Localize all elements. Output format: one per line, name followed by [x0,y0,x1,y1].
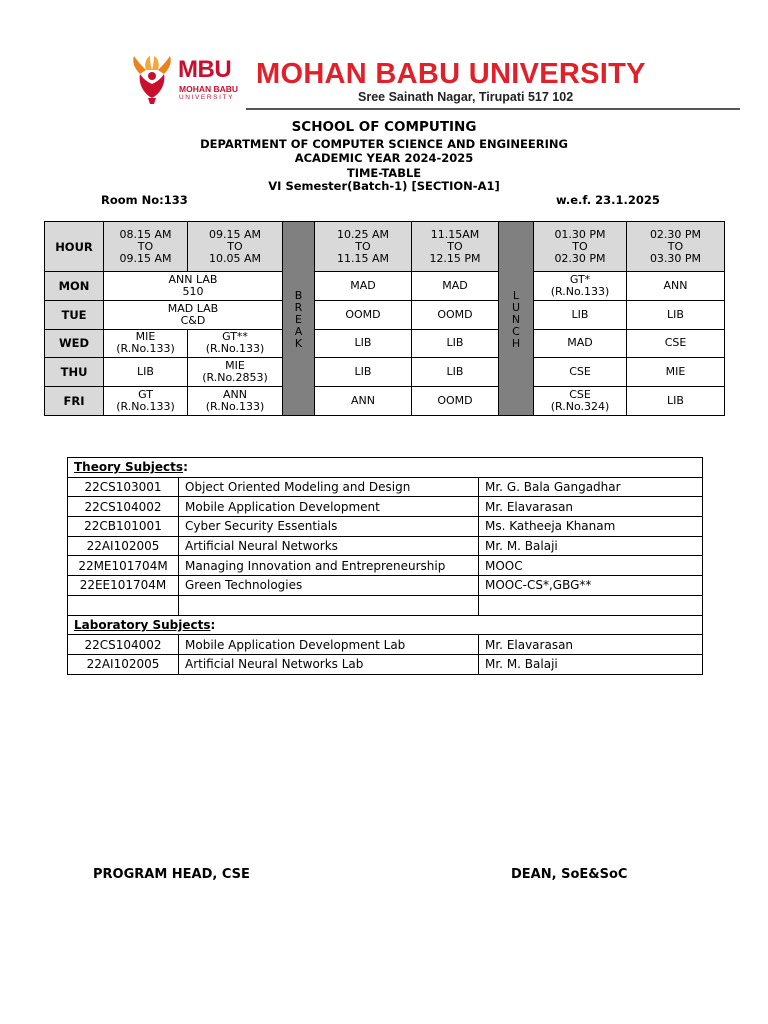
faculty-name: Ms. Katheeja Khanam [479,517,703,537]
subject-code: 22CS104002 [68,635,179,655]
empty-row [68,595,703,615]
heading-colon: : [183,460,188,475]
timetable-row-wed [45,329,725,358]
class-cell: MAD [412,272,499,301]
theory-header-row [68,458,703,478]
day-label: MON [45,272,104,301]
class-cell: LIB [534,300,627,329]
class-cell: LIB [412,329,499,358]
table-row [68,576,703,596]
class-cell: LIB [315,358,412,387]
faculty-name: MOOC-CS*,GBG** [479,576,703,596]
break-letter: E [295,313,302,327]
class-cell: MIE (R.No.2853) [188,358,283,387]
class-cell: MAD LAB C&D [104,300,283,329]
class-cell: ANN LAB 510 [104,272,283,301]
subject-name: Cyber Security Essentials [179,517,479,537]
faculty-name: Mr. M. Balaji [479,536,703,556]
class-cell: MAD [534,329,627,358]
faculty-name: Mr. Elavarasan [479,497,703,517]
university-name: MOHAN BABU UNIVERSITY [256,58,646,90]
class-cell: ANN (R.No.133) [188,387,283,416]
timetable-row-tue [45,300,725,329]
header-divider [246,108,740,110]
table-row [68,654,703,674]
lunch-letter: L [512,289,520,303]
subject-name: Object Oriented Modeling and Design [179,477,479,497]
timetable-row-thu [45,358,725,387]
timetable [44,221,725,416]
table-row [68,556,703,576]
class-cell: GT** (R.No.133) [188,329,283,358]
hour-label: HOUR [45,222,104,272]
logo-subtext: MOHAN BABU [179,84,239,94]
lunch-letter: C [512,325,520,339]
university-address: Sree Sainath Nagar, Tirupati 517 102 [358,90,574,104]
lunch-column [499,222,534,416]
faculty-name: Mr. G. Bala Gangadhar [479,477,703,497]
effective-date: w.e.f. 23.1.2025 [556,193,660,207]
day-label: WED [45,329,104,358]
class-cell: GT* (R.No.133) [534,272,627,301]
lunch-letter: H [511,337,521,351]
subject-name: Artificial Neural Networks [179,536,479,556]
university-logo [126,54,246,106]
table-row [68,497,703,517]
class-cell: LIB [412,358,499,387]
break-letter: B [294,289,303,303]
time-slot: 01.30 PM TO 02.30 PM [534,222,627,272]
class-cell: CSE [534,358,627,387]
faculty-name: MOOC [479,556,703,576]
class-cell: LIB [627,300,725,329]
time-slot: 08.15 AM TO 09.15 AM [104,222,188,272]
phoenix-icon [126,54,178,106]
class-cell: GT (R.No.133) [104,387,188,416]
subject-name: Artificial Neural Networks Lab [179,654,479,674]
break-letter: A [294,325,303,339]
class-cell: LIB [627,387,725,416]
subject-code: 22EE101704M [68,576,179,596]
subject-code: 22CS104002 [68,497,179,517]
subject-code: 22ME101704M [68,556,179,576]
class-cell: LIB [104,358,188,387]
theory-subjects-heading: Theory Subjects [74,460,184,475]
class-cell: MAD [315,272,412,301]
lunch-letter: U [511,301,521,315]
heading-colon: : [210,617,216,632]
subject-code: 22CS103001 [68,477,179,497]
document-title: TIME-TABLE [346,166,422,180]
class-cell: ANN [315,387,412,416]
lunch-letter: N [511,313,521,327]
faculty-name: Mr. Elavarasan [479,635,703,655]
class-cell: OOMD [412,387,499,416]
logo-text: MBU [178,56,232,83]
class-cell: MIE [627,358,725,387]
department-name: DEPARTMENT OF COMPUTER SCIENCE AND ENGINEERING [200,137,568,151]
day-label: THU [45,358,104,387]
subjects-table [67,457,703,675]
subject-code: 22AI102005 [68,536,179,556]
time-slot: 09.15 AM TO 10.05 AM [188,222,283,272]
school-name: SCHOOL OF COMPUTING [291,119,477,135]
logo-subtext-2: UNIVERSITY [179,94,235,101]
academic-year: ACADEMIC YEAR 2024-2025 [294,151,474,165]
subject-name: Managing Innovation and Entrepreneurship [179,556,479,576]
semester-section: VI Semester(Batch-1) [SECTION-A1] [268,179,500,193]
class-cell: MIE (R.No.133) [104,329,188,358]
break-column [283,222,315,416]
subject-name: Green Technologies [179,576,479,596]
class-cell: OOMD [315,300,412,329]
class-cell: CSE (R.No.324) [534,387,627,416]
program-head-signature: PROGRAM HEAD, CSE [93,867,250,882]
day-label: FRI [45,387,104,416]
timetable-row-mon [45,272,725,301]
time-slot: 11.15AM TO 12.15 PM [412,222,499,272]
subject-name: Mobile Application Development Lab [179,635,479,655]
table-row [68,536,703,556]
lab-header-row [68,615,703,635]
faculty-name: Mr. M. Balaji [479,654,703,674]
day-label: TUE [45,300,104,329]
class-cell: LIB [315,329,412,358]
room-number: Room No:133 [101,193,188,207]
subject-name: Mobile Application Development [179,497,479,517]
table-row [68,517,703,537]
lab-subjects-heading: Laboratory Subjects [74,617,211,632]
class-cell: ANN [627,272,725,301]
dean-signature: DEAN, SoE&SoC [511,867,628,882]
subject-code: 22CB101001 [68,517,179,537]
time-slot: 10.25 AM TO 11.15 AM [315,222,412,272]
table-row [68,635,703,655]
timetable-row-fri [45,387,725,416]
timetable-header-row [45,222,725,272]
time-slot: 02.30 PM TO 03.30 PM [627,222,725,272]
break-letter: R [294,301,303,315]
break-letter: K [294,337,303,351]
subject-code: 22AI102005 [68,654,179,674]
class-cell: CSE [627,329,725,358]
class-cell: OOMD [412,300,499,329]
table-row [68,477,703,497]
